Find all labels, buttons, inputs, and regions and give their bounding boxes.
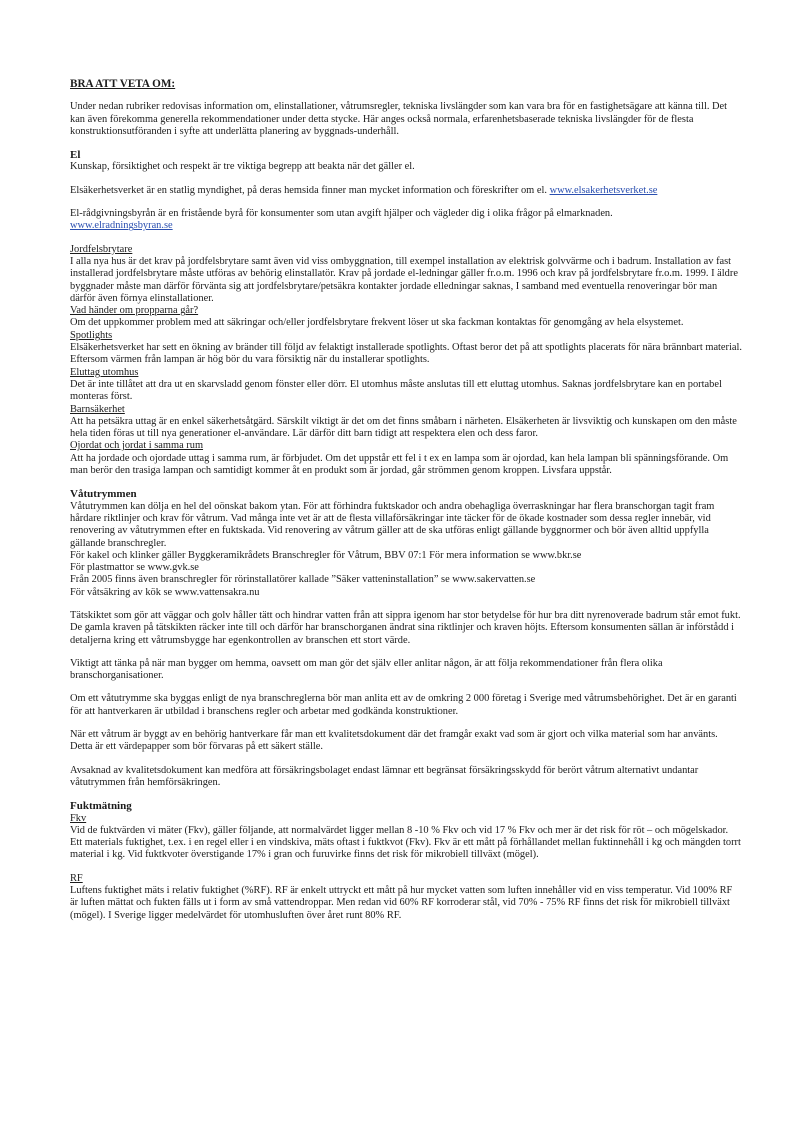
vatrum-paragraph-5: När ett våtrum är byggt av en behörig hantverkare får man ett kvalitetsdokument där det framgår exakt vad som är gjort och vilka material som har använts. Detta är ett värdepapper som bör förvaras på ett säkert ställe. xyxy=(70,729,718,753)
ojordat-heading: Ojordat och jordat i samma rum xyxy=(70,440,204,452)
el-paragraph-3-text: El-rådgivningsbyrån är en fristående byrå för konsumenter som utan avgift hjälper och vägleder dig i olika frågor på elmarknaden. xyxy=(70,208,613,220)
el-heading: El xyxy=(70,149,81,162)
vatrum-paragraph-3: Viktigt att tänka på när man bygger om hemma, oavsett om man gör det själv eller anlitar någon, är att följa rekommendationer från flera olika branschorganisationer. xyxy=(70,657,663,682)
el-paragraph-2-text: Elsäkerhetsverket är en statlig myndighet, på deras hemsida finner man mycket information och föreskrifter om el. xyxy=(70,184,547,196)
eluttag-heading: Eluttag utomhus xyxy=(70,366,139,378)
vatrum-line-vattensakra: För våtsäkring av kök se www.vattensakra.nu xyxy=(70,586,260,598)
fkv-heading: Fkv xyxy=(70,812,87,824)
document-page xyxy=(70,78,742,922)
page-title: BRA ATT VETA OM: xyxy=(70,78,176,90)
fkv-paragraph-1: Vid de fuktvärden vi mäter (Fkv), gäller följande, att normalvärdet ligger mellan 8 -10 % Fkv och vid 17 % Fkv och mer är det risk för röt – och mögelskador. xyxy=(70,824,729,836)
vatrum-line-gvk: För plastmattor se www.gvk.se xyxy=(70,562,199,574)
fuktmatning-heading: Fuktmätning xyxy=(70,800,132,813)
spotlights-heading: Spotlights xyxy=(70,329,113,341)
barnsakerhet-paragraph: Att ha petsäkra uttag är en enkel säkerhetsåtgärd. Särskilt viktigt är det om det finns småbarn i närheten. Elsäkerheten är livsviktig och kunskapen om den måste hela tiden föras ut till nya generationer el-användare. Lär därför ditt barn tidigt att respektera elen och dess faror. xyxy=(70,415,737,440)
intro-paragraph: Under nedan rubriker redovisas information om, elinstallationer, våtrumsregler, tekniska livslängder som kan vara bra för en fastighetsägare att känna till. Det kan även förekomma generella rekommendationer under detta stycke. Här anges också normala, erfarenhetsbaserade tekniska livslängder för de flesta konstruktionsutföranden i syfte att underlätta planering av byggnads-underhåll. xyxy=(70,101,728,137)
elradningsbyran-link[interactable]: www.elradningsbyran.se xyxy=(70,220,173,232)
vatrum-heading: Våtutrymmen xyxy=(70,488,137,501)
el-paragraph-2 xyxy=(70,185,742,197)
vatrum-line-sakervatten: Från 2005 finns även branschregler för rörinstallatörer kallade ”Säker vatteninstallation” se www.sakervatten.se xyxy=(70,574,536,586)
propparna-heading: Vad händer om propparna går? xyxy=(70,305,199,317)
rf-paragraph: Luftens fuktighet mäts i relativ fuktighet (%RF). RF är enkelt uttryckt ett mått på hur mycket vatten som luften innehåller vid en viss temperatur. Vid 100% RF är luften mättat och fukten fälls ut i form av små vattendroppar. Men redan vid 60% RF korroderar stål, vid 70% - 75% RF finns det risk för mikrobiell tillväxt (mögel). I Sverige ligger medelvärdet för utomhusluften över året runt 80% RF. xyxy=(70,885,733,921)
vatrum-paragraph-6: Avsaknad av kvalitetsdokument kan medföra att försäkringsbolaget endast lämnar ett begränsat försäkringsskydd för berört våtrum alternativt undantar våtutrymmen från hemförsäkringen. xyxy=(70,764,699,788)
spotlights-paragraph: Elsäkerhetsverket har sett en ökning av bränder till följd av felaktigt installerade spotlights. Oftast beror det på att spotlights placerats för nära brännbart material. Eftersom värmen från lampan är hög bör du vara försiktig när du installerar spotlights. xyxy=(70,342,742,366)
vatrum-paragraph-2: Tätskiktet som gör att väggar och golv håller tätt och hindrar vatten från att sippra igenom har stor betydelse för hur bra ditt nyrenoverade badrum står emot fukt. De gamla kraven på tätskikten räcker inte till och därför har branschorganen ändrat sina riktlinjer och kraven höjts. Eftersom konsumenten sällan är införstådd i detaljerna kring ett våtrumsbygge har egenkontrollen av branschen ett stort värde. xyxy=(70,609,741,646)
propparna-paragraph: Om det uppkommer problem med att säkringar och/eller jordfelsbrytare frekvent löser ut ska fackman kontaktas för genomgång av hela elsystemet. xyxy=(70,317,684,329)
el-paragraph-3 xyxy=(70,208,742,233)
ojordat-paragraph: Att ha jordade och ojordade uttag i samma rum, är förbjudet. Om det uppstår ett fel i t ex en lampa som är ojordad, kan hela lampan bli spänningsförande. Om man berör den trasiga lampan och samtidigt kommer åt en produkt som är jordad, går strömmen genom kroppen. Livsfara uppstår. xyxy=(70,452,729,477)
vatrum-paragraph-1: Våtutrymmen kan dölja en hel del oönskat bakom ytan. För att förhindra fuktskador och andra obehagliga överraskningar har flera branschorgan tagit fram hårdare riktlinjer och krav för våtrum. Vad många inte vet är att de flesta villaförsäkringar inte täcker för de ökade kostnader som dessa regler innebär, vid renovering av våtutrymmen efter en fuktskada. Vid renovering av våtrum gäller att de ska utföras enligt gällande byggnormer och bör även alltid uppfylla gällande branschregler. xyxy=(70,500,715,549)
jordfelsbrytare-paragraph: I alla nya hus är det krav på jordfelsbrytare samt även vid viss ombyggnation, till exempel installation av elektrisk golvvärme och i badrum. Installation av fast installerad jordfelsbrytare måste utföras av behörig elinstallatör. Krav på jordade el-ledningar gäller fr.o.m. 1996 och krav på jordfelsbrytare fr.o.m. 1999. I äldre byggnader måste man därför förvänta sig att jordfelsbrytare/petsäkra kontakter jordade elledningar saknas, I samband med eventuella renoveringar bör man därför även förnya elinstallationer. xyxy=(70,255,738,304)
el-paragraph-1: Kunskap, försiktighet och respekt är tre viktiga begrepp att beakta när det gäller el. xyxy=(70,161,415,173)
eluttag-paragraph: Det är inte tillåtet att dra ut en skarvsladd genom fönster eller dörr. El utomhus måste anslutas till ett eluttag utomhus. Saknas jordfelsbrytare kan en portabel monteras först. xyxy=(70,378,722,403)
jordfelsbrytare-heading: Jordfelsbrytare xyxy=(70,243,133,255)
vatrum-paragraph-4: Om ett våtutrymme ska byggas enligt de nya branschreglerna bör man anlita ett av de omkring 2 000 företag i Sverige med våtrumsbehörighet. Det är en garanti för att hantverkaren är utbildad i branschens regler och arbetar med godkända konstruktioner. xyxy=(70,693,737,717)
rf-heading: RF xyxy=(70,872,83,884)
vatrum-line-bkr: För kakel och klinker gäller Byggkeramikrådets Branschregler för Våtrum, BBV 07:1 För mera information se www.bkr.se xyxy=(70,549,582,561)
barnsakerhet-heading: Barnsäkerhet xyxy=(70,403,125,415)
fkv-paragraph-2: Ett materials fuktighet, t.ex. i en regel eller i en vindskiva, mäts oftast i fuktkvot (Fkv). Fkv är ett mått på förhållandet mellan fuktinnehåll i kg och mängden torrt material i kg. Vid fuktkvoter överstigande 17% i gran och furuvirke finns det risk för mikrobiell tillväxt (mögel). xyxy=(70,837,741,861)
elsakerhetsverket-link[interactable]: www.elsakerhetsverket.se xyxy=(549,184,658,196)
